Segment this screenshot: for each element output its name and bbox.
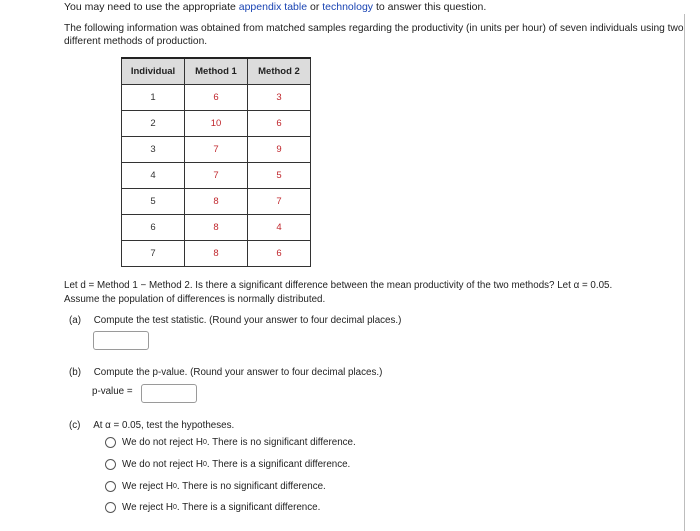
cell-individual: 4 — [122, 163, 185, 189]
option-4-prefix: We reject H — [122, 502, 173, 513]
intro-middle: or — [309, 1, 320, 13]
option-3-suffix: . There is no significant difference. — [176, 481, 326, 492]
radio-button[interactable] — [105, 459, 116, 470]
header-individual: Individual — [122, 58, 185, 85]
option-4-suffix: . There is a significant difference. — [176, 502, 321, 513]
table-row — [122, 137, 311, 163]
cell-method-1: 8 — [185, 189, 248, 215]
option-4-sub: 0 — [173, 504, 177, 511]
cell-individual: 6 — [122, 215, 185, 241]
option-2-prefix: We do not reject H — [122, 459, 203, 470]
cell-individual: 2 — [122, 111, 185, 137]
part-c — [69, 420, 234, 431]
table-row — [122, 189, 311, 215]
cell-method-1: 10 — [185, 111, 248, 137]
option-2[interactable] — [105, 459, 350, 470]
panel-divider — [684, 14, 685, 531]
cell-method-1: 8 — [185, 215, 248, 241]
cell-method-1: 8 — [185, 241, 248, 267]
intro-line — [64, 1, 486, 13]
part-b-text: Compute the p-value. (Round your answer to four decimal places.) — [93, 367, 383, 378]
part-a-label: (a) — [69, 315, 81, 326]
cell-method-2: 9 — [248, 137, 311, 163]
p-value-label: p-value = — [92, 386, 133, 397]
part-b — [69, 367, 382, 378]
cell-individual: 5 — [122, 189, 185, 215]
option-3-sub: 0 — [173, 483, 177, 490]
radio-button[interactable] — [105, 481, 116, 492]
cell-method-2: 5 — [248, 163, 311, 189]
cell-individual: 1 — [122, 85, 185, 111]
intro-prefix: You may need to use the appropriate — [64, 1, 236, 13]
cell-method-2: 6 — [248, 241, 311, 267]
option-1[interactable] — [105, 437, 356, 448]
header-method-1: Method 1 — [185, 58, 248, 85]
paragraph-line-1: Let d = Method 1 − Method 2. Is there a significant difference between the mean productivity of the two methods? Let α = 0.05. — [64, 280, 613, 291]
cell-individual: 7 — [122, 241, 185, 267]
option-4[interactable] — [105, 502, 320, 513]
option-3[interactable] — [105, 481, 326, 492]
option-2-suffix: . There is a significant difference. — [206, 459, 351, 470]
option-3-prefix: We reject H — [122, 481, 173, 492]
radio-button[interactable] — [105, 502, 116, 513]
table-row — [122, 85, 311, 111]
option-1-prefix: We do not reject H — [122, 437, 203, 448]
cell-method-1: 6 — [185, 85, 248, 111]
option-2-sub: 0 — [202, 461, 207, 468]
option-1-sub: 0 — [202, 439, 207, 446]
problem-description: The following information was obtained from matched samples regarding the productivity (in units per hour) of seven individuals using two different methods of production. — [64, 23, 684, 47]
table-row — [122, 215, 311, 241]
part-a-text: Compute the test statistic. (Round your answer to four decimal places.) — [93, 315, 402, 326]
cell-individual: 3 — [122, 137, 185, 163]
cell-method-2: 6 — [248, 111, 311, 137]
header-method-2: Method 2 — [248, 58, 311, 85]
cell-method-2: 7 — [248, 189, 311, 215]
part-b-label: (b) — [69, 367, 81, 378]
table-row — [122, 111, 311, 137]
part-c-text: At α = 0.05, test the hypotheses. — [93, 420, 235, 431]
cell-method-2: 4 — [248, 215, 311, 241]
p-value-input[interactable] — [141, 384, 197, 403]
radio-button[interactable] — [105, 437, 116, 448]
table-row — [122, 241, 311, 267]
table-row — [122, 163, 311, 189]
test-statistic-input[interactable] — [93, 331, 149, 350]
option-1-suffix: . There is no significant difference. — [206, 437, 356, 448]
paragraph-line-2: Assume the population of differences is normally distributed. — [64, 293, 326, 305]
part-c-label: (c) — [69, 420, 81, 431]
cell-method-2: 3 — [248, 85, 311, 111]
hypothesis-paragraph — [64, 279, 676, 306]
cell-method-1: 7 — [185, 137, 248, 163]
intro-suffix: to answer this question. — [375, 1, 487, 13]
cell-method-1: 7 — [185, 163, 248, 189]
appendix-table-link[interactable]: appendix table — [238, 1, 308, 13]
technology-link[interactable]: technology — [322, 1, 374, 13]
table-header-row — [122, 58, 311, 85]
productivity-table — [121, 57, 311, 267]
part-a — [69, 315, 401, 326]
